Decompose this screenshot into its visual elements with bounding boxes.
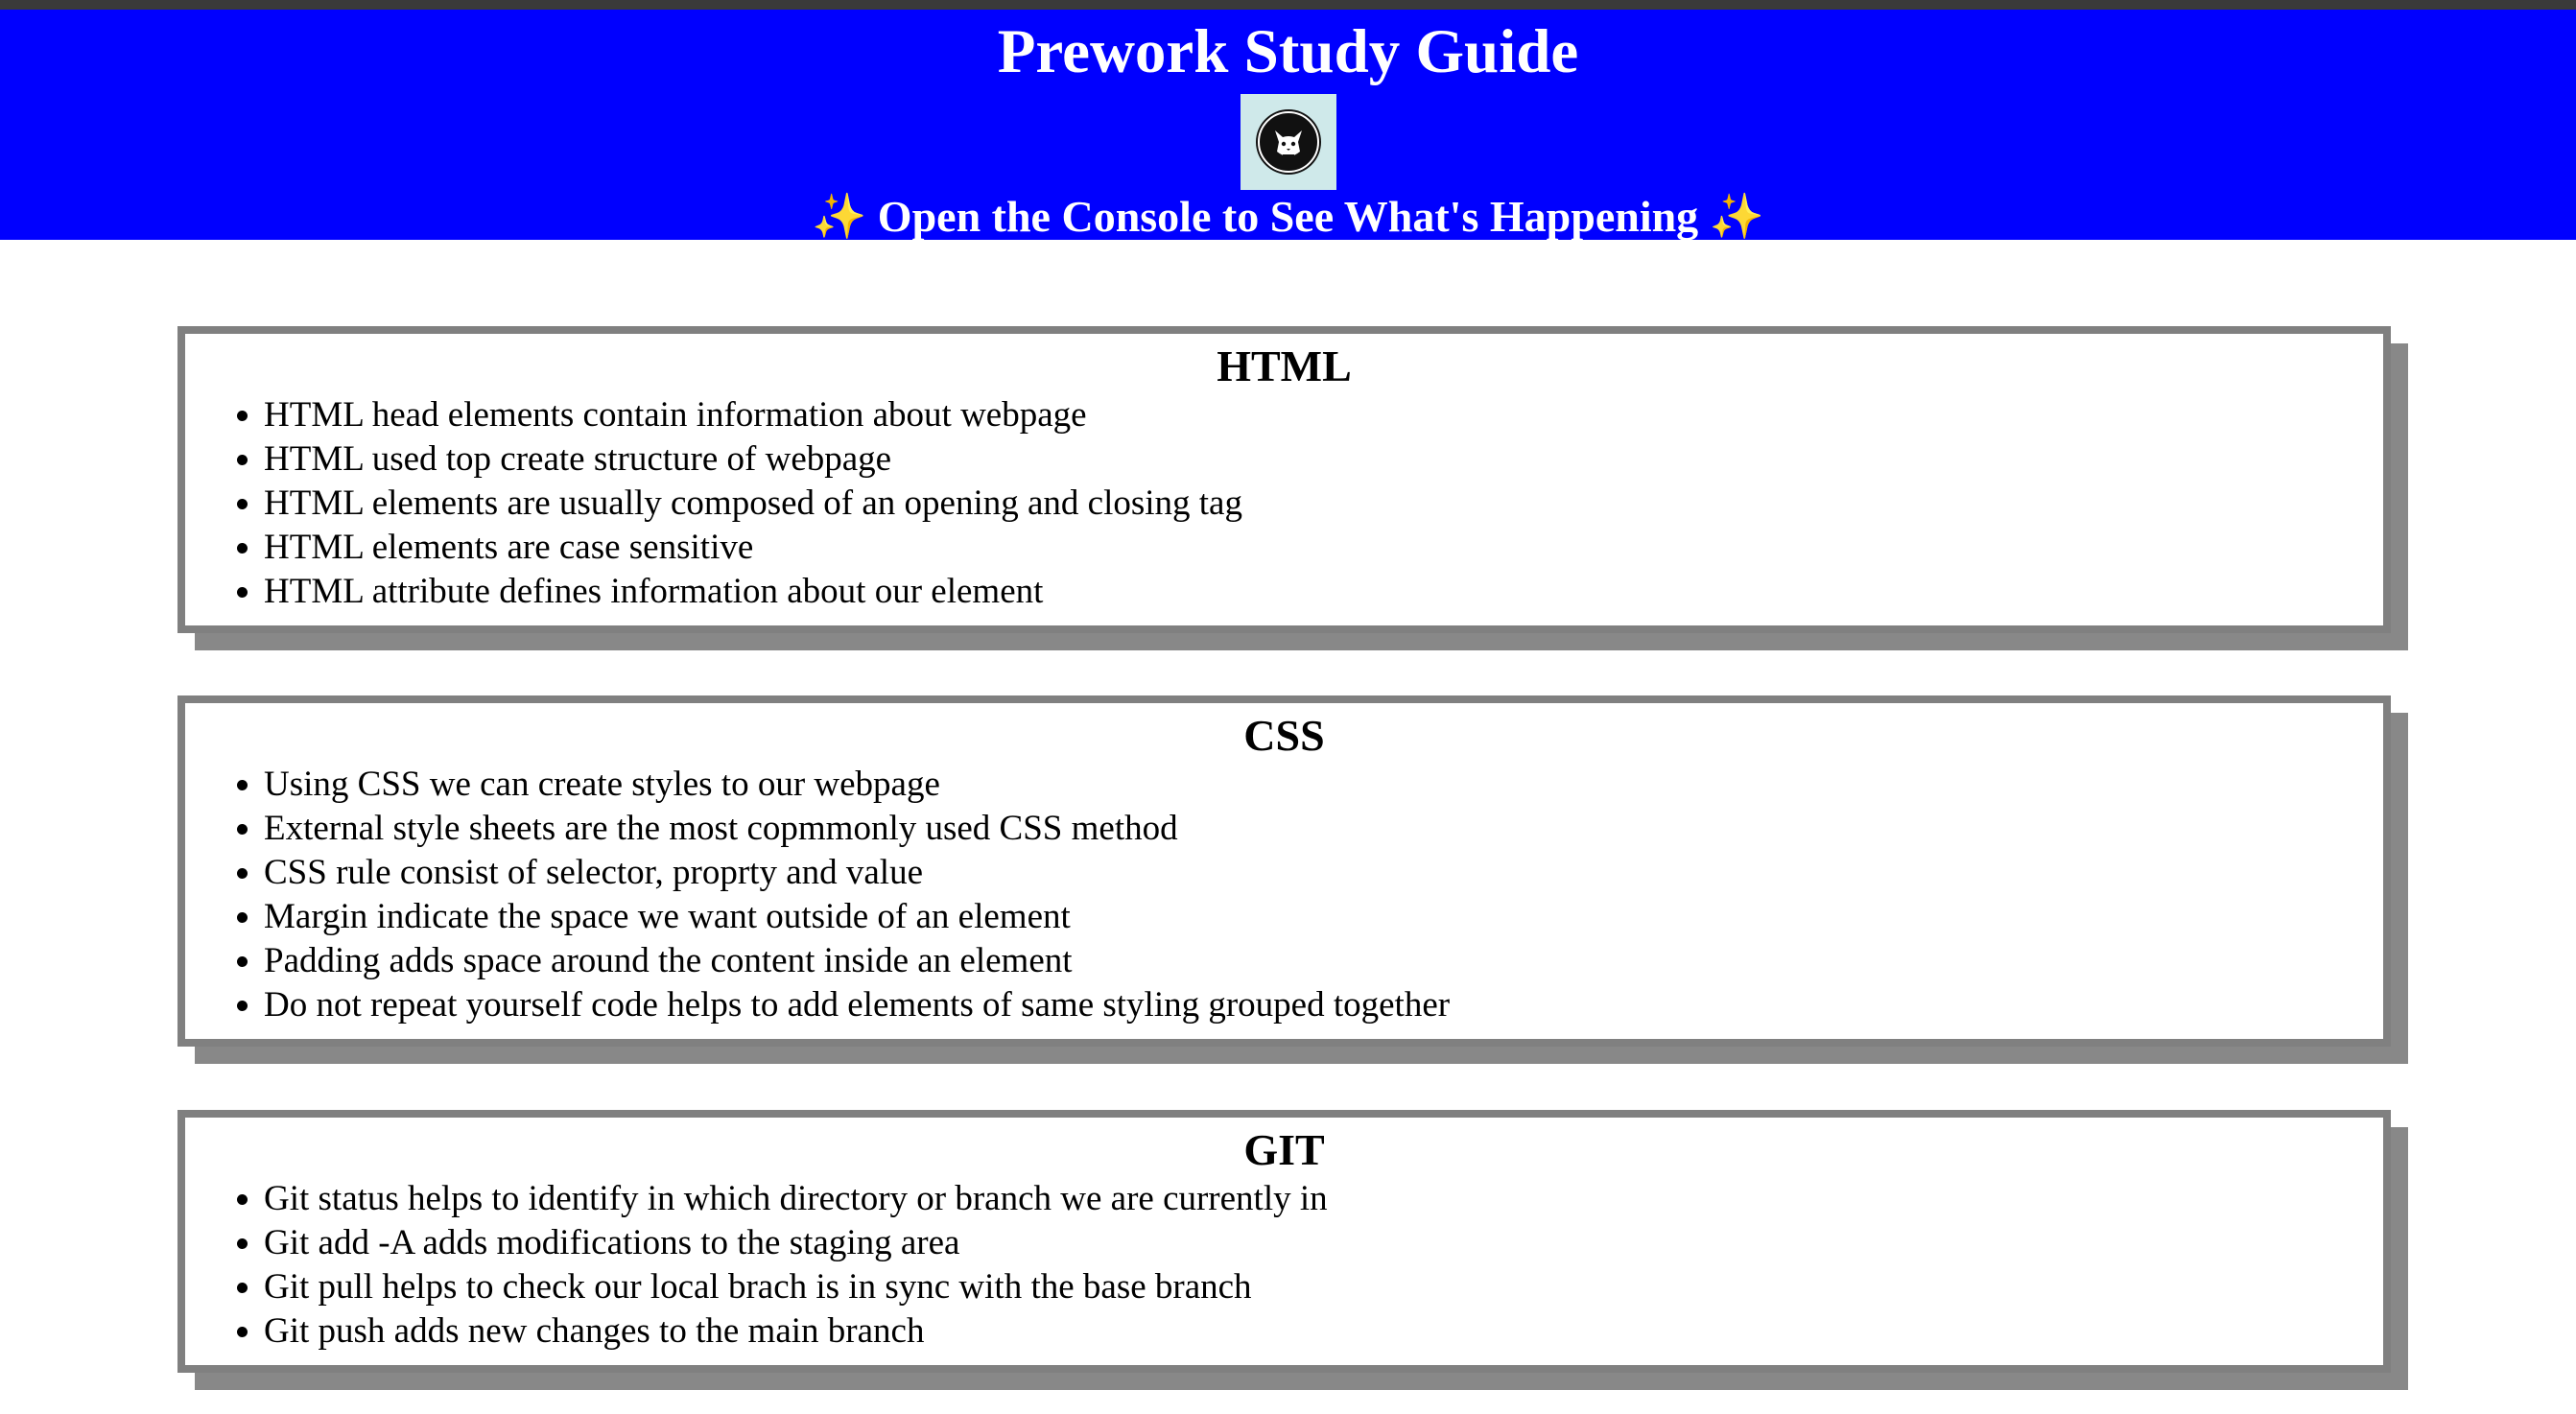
- page-header: [0, 10, 2576, 240]
- list-item: • Margin indicate the space we want outside of an element: [264, 895, 2383, 939]
- section-git: [177, 1110, 2391, 1373]
- sparkles-icon: ✨: [1709, 192, 1764, 241]
- list-item: • Using CSS we can create styles to our webpage: [264, 763, 2383, 807]
- list-item: • HTML elements are case sensitive: [264, 526, 2383, 570]
- section-html: [177, 326, 2391, 633]
- list-item: • HTML used top create structure of webpage: [264, 437, 2383, 482]
- page-title: Prework Study Guide: [997, 17, 1579, 86]
- list-item: • Git push adds new changes to the main branch: [264, 1309, 2383, 1354]
- list-item: • HTML head elements contain information about webpage: [264, 393, 2383, 437]
- browser-top-edge: [0, 0, 2576, 10]
- list-item: • HTML elements are usually composed of an opening and closing tag: [264, 482, 2383, 526]
- list-item: • HTML attribute defines information about our element: [264, 570, 2383, 614]
- list-item: • CSS rule consist of selector, proprty and value: [264, 851, 2383, 895]
- section-list: [185, 1177, 2383, 1354]
- list-item: • Git status helps to identify in which directory or branch we are currently in: [264, 1177, 2383, 1221]
- section-css: [177, 695, 2391, 1047]
- section-list: [185, 763, 2383, 1027]
- subtitle-text: Open the Console to See What's Happening: [877, 192, 1699, 241]
- section-title: HTML: [1217, 342, 1352, 390]
- list-item: • Padding adds space around the content inside an element: [264, 939, 2383, 983]
- page-subtitle: [0, 188, 2576, 246]
- section-list: [185, 393, 2383, 614]
- list-item: • Git pull helps to check our local brach is in sync with the base branch: [264, 1265, 2383, 1309]
- sparkles-icon: ✨: [812, 192, 867, 241]
- cat-logo-icon: [1254, 107, 1323, 177]
- list-item: • Do not repeat yourself code helps to add elements of same styling grouped together: [264, 983, 2383, 1027]
- section-title: GIT: [1243, 1125, 1325, 1174]
- list-item: • External style sheets are the most copmmonly used CSS method: [264, 807, 2383, 851]
- section-title: CSS: [1243, 711, 1325, 760]
- list-item: • Git add -A adds modifications to the staging area: [264, 1221, 2383, 1265]
- logo-image: [1241, 94, 1336, 190]
